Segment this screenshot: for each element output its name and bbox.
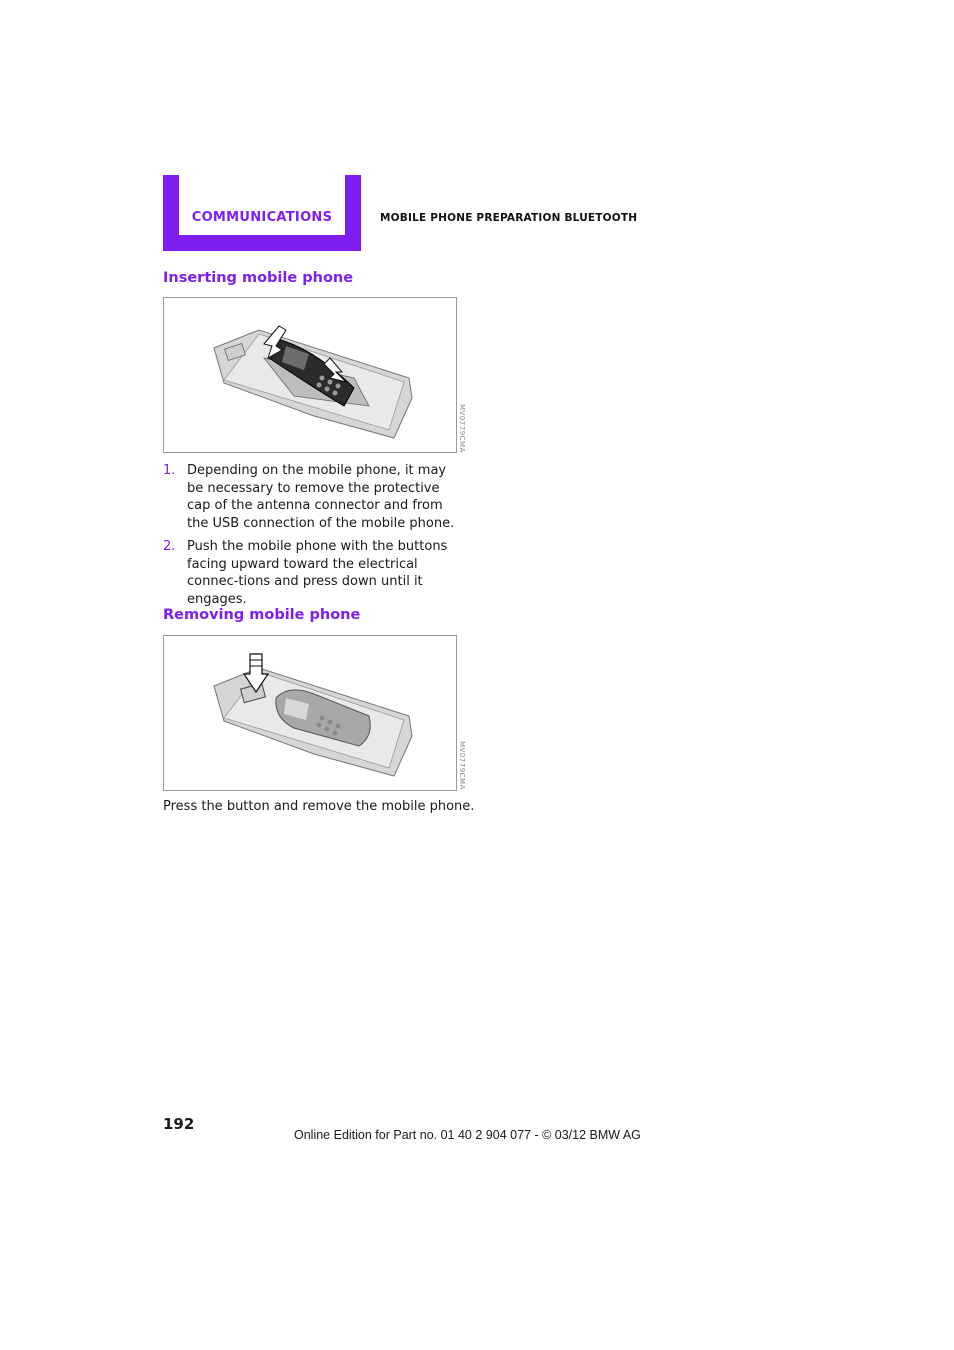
edition-footer: Online Edition for Part no. 01 40 2 904 077 - © 03/12 BMW AG — [294, 1128, 641, 1142]
section-tab-label: COMMUNICATIONS — [191, 210, 333, 225]
list-item — [163, 538, 463, 608]
subsection-title: MOBILE PHONE PREPARATION BLUETOOTH — [380, 212, 638, 224]
removing-heading: Removing mobile phone — [163, 607, 361, 623]
step-text: Push the mobile phone with the buttons facing upward toward the electrical connec-tions and press down until it engages. — [187, 539, 448, 607]
inserting-heading: Inserting mobile phone — [163, 270, 354, 286]
step-number: 2. — [163, 539, 176, 554]
figure-code: MV0779CMA — [458, 404, 466, 453]
inserting-steps — [163, 462, 463, 614]
step-text: Depending on the mobile phone, it may be necessary to remove the protective cap of the antenna connector and from the USB connection of the mobile phone. — [187, 463, 455, 531]
figure-code: MV0779CMA — [458, 741, 466, 790]
list-item — [163, 462, 463, 532]
phone-cradle-remove-image — [164, 636, 456, 790]
page-number: 192 — [163, 1115, 195, 1133]
phone-cradle-insert-image — [164, 298, 456, 452]
inserting-illustration — [163, 297, 457, 453]
step-number: 1. — [163, 463, 176, 478]
removing-instruction: Press the button and remove the mobile phone. — [163, 799, 475, 814]
removing-illustration — [163, 635, 457, 791]
section-tab — [163, 175, 361, 251]
